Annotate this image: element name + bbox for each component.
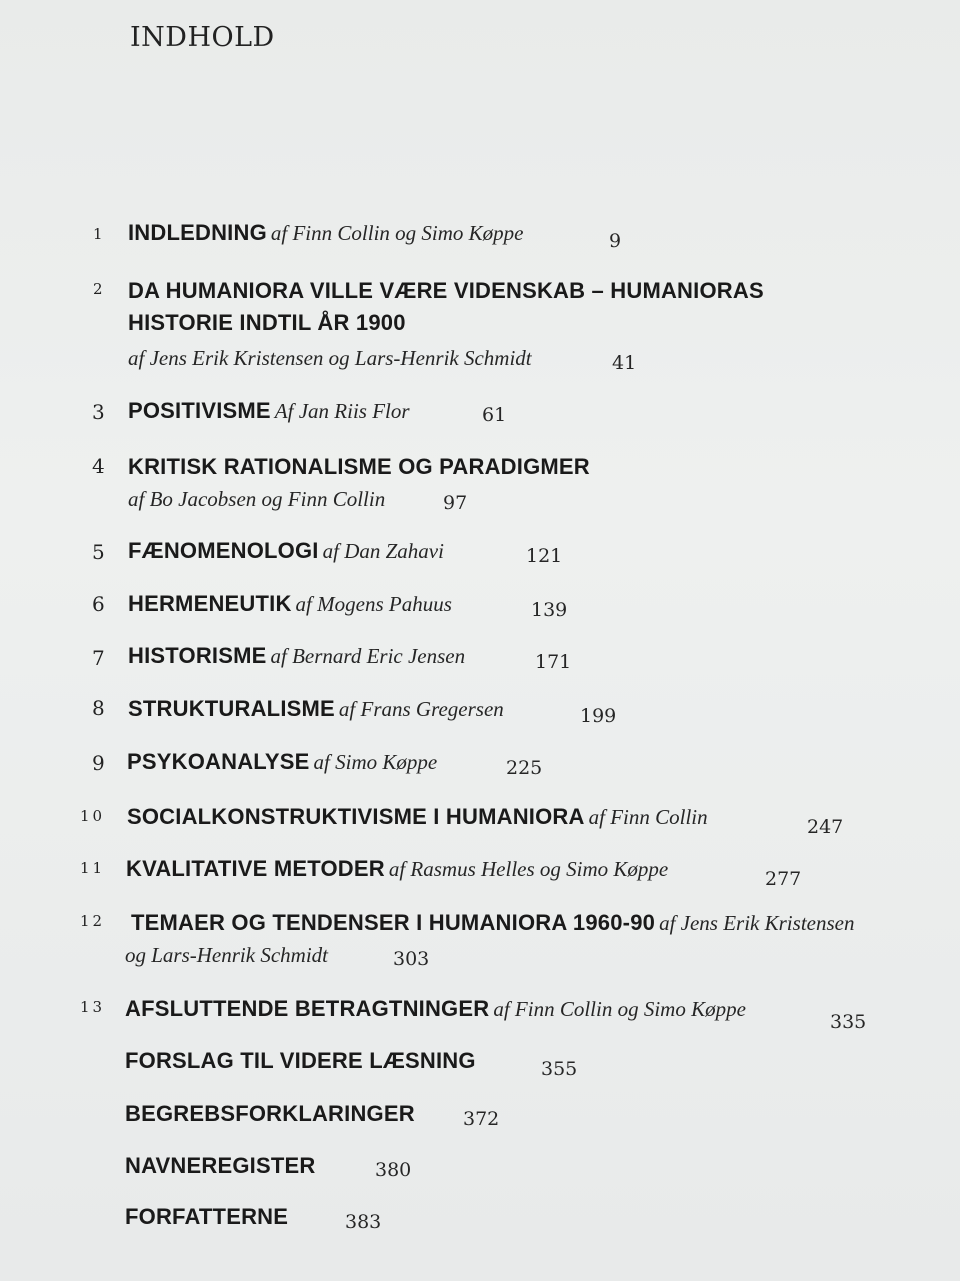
entry-page-number: 303 <box>393 948 430 970</box>
entry-line <box>131 910 854 936</box>
entry-page-number: 171 <box>535 651 572 673</box>
entry-number: 9 <box>92 751 105 775</box>
entry-number: 1 <box>93 225 106 243</box>
entry-page-number: 277 <box>765 868 802 890</box>
entry-title: INDLEDNING <box>128 220 267 245</box>
entry-author: af Finn Collin <box>588 805 708 829</box>
entry-number: 3 <box>92 400 105 424</box>
entry-line <box>128 346 532 371</box>
entry-number: 8 <box>92 696 105 720</box>
entry-title: BEGREBSFORKLARINGER <box>125 1101 415 1126</box>
page-title: INDHOLD <box>130 22 275 53</box>
entry-page-number: 225 <box>506 757 543 779</box>
entry-line <box>128 487 385 512</box>
entry-number: 10 <box>80 807 106 825</box>
entry-line <box>128 454 590 480</box>
entry-number: 6 <box>92 592 105 616</box>
entry-title: FORSLAG TIL VIDERE LÆSNING <box>125 1048 476 1073</box>
entry-line <box>128 310 406 336</box>
entry-author: Af Jan Riis Flor <box>274 399 410 423</box>
entry-page-number: 41 <box>612 352 637 374</box>
entry-author: af Jens Erik Kristensen <box>659 911 855 935</box>
entry-title: PSYKOANALYSE <box>127 749 310 774</box>
entry-line <box>128 696 504 722</box>
entry-line <box>128 538 444 564</box>
entry-page-number: 9 <box>609 230 622 252</box>
entry-title: AFSLUTTENDE BETRAGTNINGER <box>125 996 490 1021</box>
entry-number: 11 <box>80 859 106 877</box>
entry-number: 2 <box>93 280 106 298</box>
entry-title: HISTORISME <box>128 643 267 668</box>
entry-title: TEMAER OG TENDENSER I HUMANIORA 1960-90 <box>131 910 656 935</box>
entry-author: af Bernard Eric Jensen <box>270 644 466 668</box>
entry-title: DA HUMANIORA VILLE VÆRE VIDENSKAB – HUMANIORAS <box>128 278 764 303</box>
entry-title: HERMENEUTIK <box>128 591 292 616</box>
entry-line <box>125 1153 315 1179</box>
entry-title: FORFATTERNE <box>125 1204 289 1229</box>
entry-author: af Finn Collin og Simo Køppe <box>270 221 524 245</box>
entry-page-number: 247 <box>807 816 844 838</box>
entry-line <box>125 943 328 968</box>
entry-author-continued: og Lars-Henrik Schmidt <box>125 943 328 967</box>
entry-author: af Frans Gregersen <box>338 697 504 721</box>
entry-line <box>126 856 668 882</box>
entry-title: POSITIVISME <box>128 398 271 423</box>
entry-line <box>127 804 708 830</box>
entry-page-number: 383 <box>345 1211 382 1233</box>
entry-line <box>125 1048 476 1074</box>
entry-page-number: 380 <box>375 1159 412 1181</box>
entry-title: KRITISK RATIONALISME OG PARADIGMER <box>128 454 590 479</box>
entry-line <box>128 278 764 304</box>
entry-author: af Rasmus Helles og Simo Køppe <box>388 857 669 881</box>
entry-title: KVALITATIVE METODER <box>126 856 385 881</box>
entry-line <box>125 1101 415 1127</box>
entry-page-number: 355 <box>541 1058 578 1080</box>
entry-number: 4 <box>92 454 105 478</box>
entry-author: af Finn Collin og Simo Køppe <box>493 997 746 1021</box>
entry-line <box>128 643 465 669</box>
entry-page-number: 199 <box>580 705 617 727</box>
entry-title-continued: HISTORIE INDTIL ÅR 1900 <box>128 310 406 335</box>
entry-line <box>127 749 437 775</box>
entry-page-number: 335 <box>830 1011 867 1033</box>
entry-line <box>125 996 746 1022</box>
entry-author: af Jens Erik Kristensen og Lars-Henrik Schmidt <box>128 346 532 370</box>
entry-author: af Dan Zahavi <box>322 539 444 563</box>
entry-page-number: 97 <box>443 492 468 514</box>
entry-page-number: 139 <box>531 599 568 621</box>
entry-number: 13 <box>80 998 106 1016</box>
entry-line <box>128 220 523 246</box>
entry-page-number: 61 <box>482 404 507 426</box>
entry-line <box>128 398 410 424</box>
entry-page-number: 372 <box>463 1108 500 1130</box>
entry-author: af Mogens Pahuus <box>295 592 452 616</box>
entry-title: STRUKTURALISME <box>128 696 335 721</box>
entry-author: af Bo Jacobsen og Finn Collin <box>128 487 386 511</box>
entry-number: 7 <box>92 646 105 670</box>
entry-number: 12 <box>80 912 106 930</box>
entry-number: 5 <box>92 540 105 564</box>
entry-page-number: 121 <box>526 545 563 567</box>
entry-title: SOCIALKONSTRUKTIVISME I HUMANIORA <box>127 804 585 829</box>
entry-author: af Simo Køppe <box>313 750 438 774</box>
entry-title: FÆNOMENOLOGI <box>128 538 319 563</box>
entry-title: NAVNEREGISTER <box>125 1153 316 1178</box>
entry-line <box>128 591 452 617</box>
entry-line <box>125 1204 288 1230</box>
